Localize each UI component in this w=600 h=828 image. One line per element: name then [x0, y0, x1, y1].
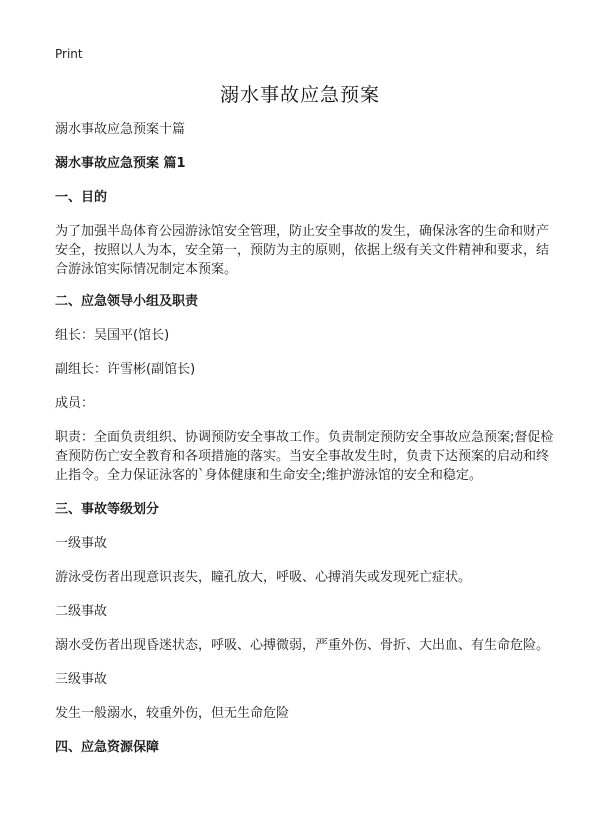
document-body	[55, 120, 555, 757]
deputy-line: 副组长：许雪彬(副馆长)	[55, 362, 196, 377]
section-heading-resources: 四、应急资源保障	[55, 740, 160, 755]
document-subtitle: 溺水事故应急预案十篇	[55, 122, 186, 137]
level1-description: 游泳受伤者出现意识丧失，瞳孔放大，呼吸、心搏消失或发现死亡症状。	[55, 570, 472, 585]
leader-line: 组长：吴国平(馆长)	[55, 328, 170, 343]
duties-paragraph: 职责：全面负责组织、协调预防安全事故工作。负责制定预防安全事故应急预案;督促检查预防伤亡安全教育和各项措施的落实。当安全事故发生时，负责下达预案的启动和终止指令。全力保证泳客的`身体健康和生命安全;维护游泳馆的安全和稳定。	[55, 430, 554, 483]
level3-label: 三级事故	[55, 672, 108, 687]
section-heading-leadership: 二、应急领导小组及职责	[55, 294, 199, 309]
page-title: 溺水事故应急预案	[219, 84, 380, 106]
section-heading-levels: 三、事故等级划分	[55, 502, 160, 517]
section-heading-purpose: 一、目的	[55, 190, 108, 205]
level2-label: 二级事故	[55, 604, 108, 619]
section-body-purpose: 为了加强半岛体育公园游泳馆安全管理，防止安全事故的发生，确保泳客的生命和财产安全，按照以人为本，安全第一，预防为主的原则，依据上级有关文件精神和要求，结合游泳馆实际情况制定本预案。	[55, 224, 550, 277]
members-line: 成员：	[55, 396, 95, 411]
level2-description: 溺水受伤者出现昏迷状态，呼吸、心搏微弱，严重外伤、骨折、大出血、有生命危险。	[55, 638, 550, 653]
level3-description: 发生一般溺水，较重外伤，但无生命危险	[55, 706, 290, 721]
print-link[interactable]: Print	[55, 47, 83, 61]
part-heading: 溺水事故应急预案 篇1	[55, 156, 186, 171]
level1-label: 一级事故	[55, 536, 108, 551]
